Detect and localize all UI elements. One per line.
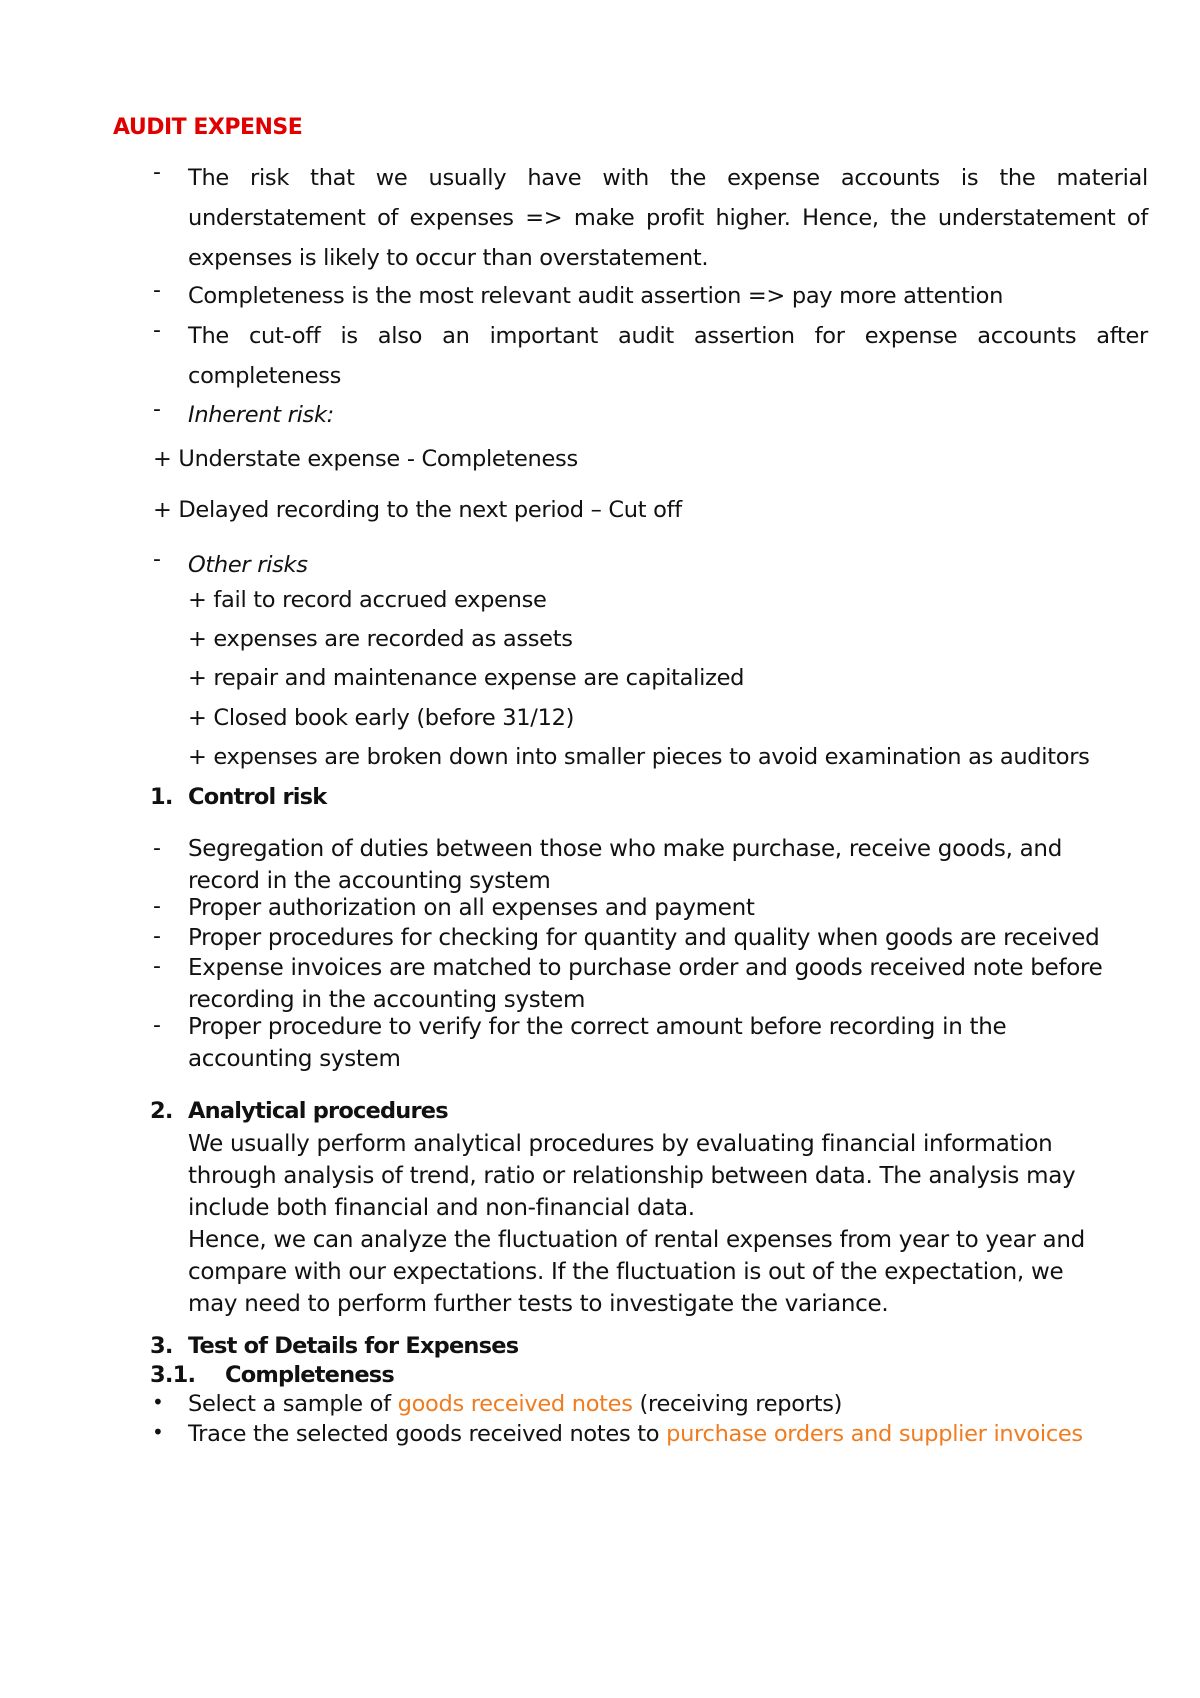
text-line: We usually perform analytical procedures by evaluating financial information (188, 1131, 1053, 1157)
text-run: Trace the selected goods received notes to (188, 1421, 667, 1447)
risk-paragraph (188, 158, 1148, 278)
bullet-dash: - (153, 1013, 161, 1038)
document-title: AUDIT EXPENSE (113, 115, 303, 140)
inherent-risk-item: + Understate expense - Completeness (153, 446, 578, 472)
bullet-dash: - (153, 954, 161, 979)
bullet-dash: - (153, 318, 161, 343)
text-line: record in the accounting system (188, 868, 551, 894)
control-item (188, 1011, 1148, 1075)
other-risks-label: Other risks (188, 552, 308, 578)
text-line: The cut-off is also an important audit assertion for expense accounts after (188, 323, 1148, 349)
bullet-dash: - (153, 160, 161, 185)
text-line: Proper procedure to verify for the correct amount before recording in the (188, 1014, 1007, 1040)
control-item (188, 833, 1148, 897)
section-number: 2. (150, 1098, 173, 1124)
control-item: Proper authorization on all expenses and payment (188, 895, 755, 921)
other-risk-item: + expenses are recorded as assets (188, 626, 573, 652)
section-heading-analytical: Analytical procedures (188, 1098, 448, 1124)
text-line: understatement of expenses => make profit higher. Hence, the understatement of (188, 205, 1148, 231)
bullet-dash: - (153, 278, 161, 303)
text-line: The risk that we usually have with the expense accounts is the material (188, 165, 1148, 191)
bullet-dot: • (152, 1390, 164, 1414)
bullet-dash: - (153, 894, 161, 919)
inherent-risk-item: + Delayed recording to the next period – Cut off (153, 497, 682, 523)
text-line: expenses is likely to occur than overstatement. (188, 245, 709, 271)
bullet-dash: - (153, 547, 161, 572)
other-risk-item: + expenses are broken down into smaller pieces to avoid examination as auditors (188, 744, 1090, 770)
text-line: compare with our expectations. If the fluctuation is out of the expectation, we (188, 1259, 1064, 1285)
bullet-dash: - (153, 924, 161, 949)
text-run: (receiving reports) (632, 1391, 843, 1417)
completeness-step (188, 1421, 1083, 1447)
text-line: through analysis of trend, ratio or relationship between data. The analysis may (188, 1163, 1076, 1189)
text-line: may need to perform further tests to investigate the variance. (188, 1291, 889, 1317)
text-line: Segregation of duties between those who make purchase, receive goods, and (188, 836, 1063, 862)
section-number: 1. (150, 784, 173, 810)
bullet-dash: - (153, 836, 161, 861)
text-line: Hence, we can analyze the fluctuation of rental expenses from year to year and (188, 1227, 1085, 1253)
subsection-number: 3.1. (150, 1362, 196, 1388)
section-heading-test-of-details: Test of Details for Expenses (188, 1333, 519, 1359)
control-item (188, 952, 1148, 1016)
highlighted-text: purchase orders and supplier invoices (666, 1421, 1083, 1447)
text-line: completeness (188, 363, 342, 389)
bullet-dash: - (153, 397, 161, 422)
section-heading-control-risk: Control risk (188, 784, 327, 810)
text-line: recording in the accounting system (188, 987, 586, 1013)
completeness-step (188, 1391, 842, 1417)
highlighted-text: goods received notes (397, 1391, 633, 1417)
text-line: accounting system (188, 1046, 401, 1072)
bullet-dot: • (152, 1420, 164, 1444)
subsection-heading-completeness: Completeness (225, 1362, 394, 1388)
control-item: Proper procedures for checking for quantity and quality when goods are received (188, 925, 1100, 951)
text-run: Select a sample of (188, 1391, 398, 1417)
other-risk-item: + fail to record accrued expense (188, 587, 547, 613)
cutoff-paragraph (188, 316, 1148, 396)
text-line: include both financial and non-financial data. (188, 1195, 695, 1221)
completeness-paragraph: Completeness is the most relevant audit assertion => pay more attention (188, 283, 1004, 309)
other-risk-item: + repair and maintenance expense are capitalized (188, 665, 745, 691)
text-line: Expense invoices are matched to purchase order and goods received note before (188, 955, 1103, 981)
analytical-paragraph (188, 1128, 1148, 1320)
section-number: 3. (150, 1333, 173, 1359)
inherent-risk-label: Inherent risk: (188, 402, 334, 428)
other-risk-item: + Closed book early (before 31/12) (188, 705, 575, 731)
